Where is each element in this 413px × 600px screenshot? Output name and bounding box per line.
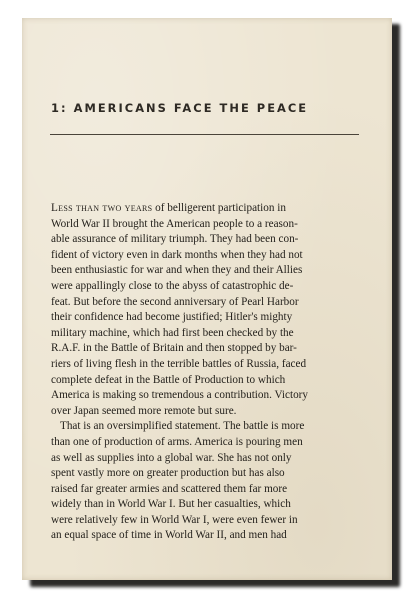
text-line: military machine, which had first been checked by the [51,326,294,339]
text-line: feat. But before the second anniversary of Pearl Harbor [51,295,299,308]
text-line: were relatively few in World War I, were even fewer in [51,513,298,526]
lead-in-small-caps: Less than two years [51,202,153,214]
heading-rule [50,134,359,135]
text-line: riers of living flesh in the terrible battles of Russia, faced [51,357,307,370]
text-line: as well as supplies into a global war. She has not only [51,451,292,464]
text-line: R.A.F. in the Battle of Britain and then stopped by bar- [51,342,297,355]
text-line: an equal space of time in World War II, and men had [51,529,287,542]
body-text [51,201,361,544]
paragraph-2 [51,419,361,544]
paragraph-1 [51,201,361,419]
text-line: their confidence had become justified; Hitler's mighty [51,311,293,324]
text-line: That is an oversimplified statement. The battle is more [60,420,305,433]
text-line: World War II brought the American people to a reason- [51,217,298,230]
book-page [22,18,392,580]
text-line: widely than in World War I. But her casualties, which [51,498,291,511]
text-line: been enthusiastic for war and when they and their Allies [51,264,303,277]
text-line: than one of production of arms. America is pouring men [51,435,303,448]
text-line: raised far greater armies and scattered them far more [51,482,288,495]
text-line: Less than two years of belligerent participation in [51,202,286,214]
text-line: fident of victory even in dark months when they had not [51,248,303,261]
text-line: America is making so tremendous a contribution. Victory [51,389,309,402]
text-line: spent vastly more on greater production but has also [51,467,285,480]
text-line: complete defeat in the Battle of Production to which [51,373,286,386]
text-line: over Japan seemed more remote but sure. [51,404,237,417]
text-line: able assurance of military triumph. They had been con- [51,233,299,246]
chapter-heading: 1: AMERICANS FACE THE PEACE [51,101,309,115]
text-line: were appallingly close to the abyss of catastrophic de- [51,279,294,292]
